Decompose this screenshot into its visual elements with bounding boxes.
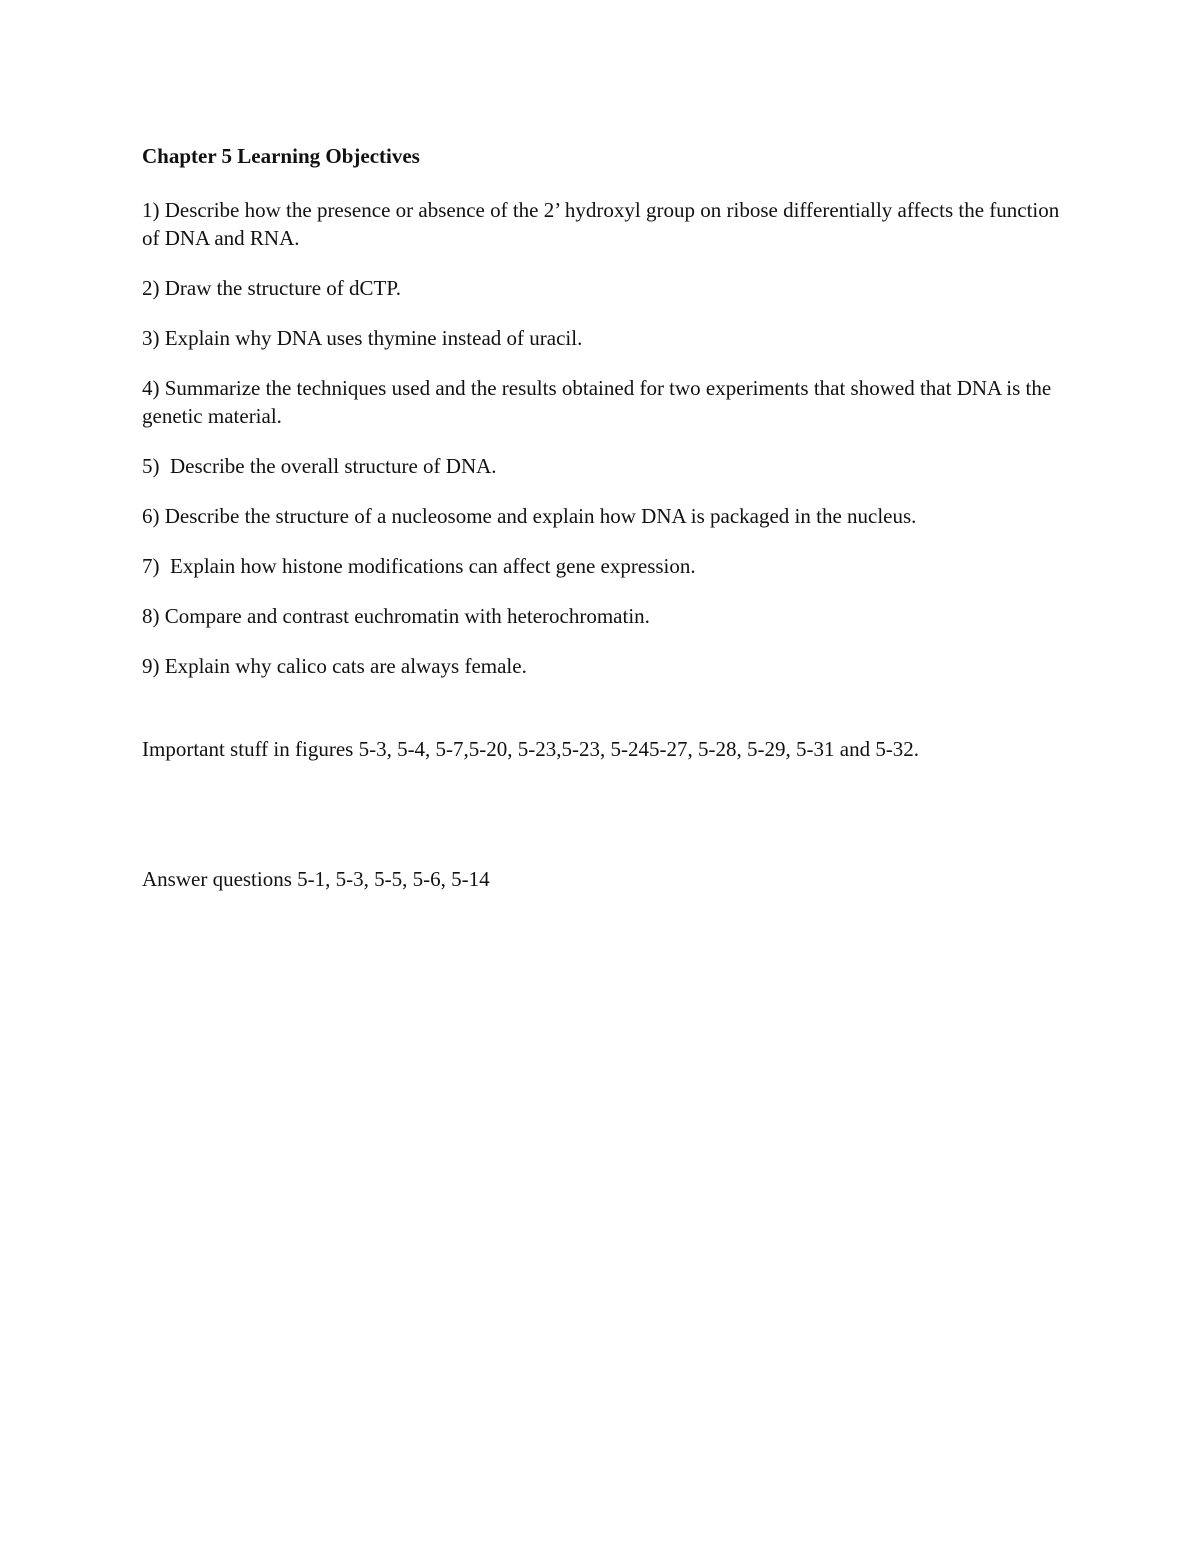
objective-1: 1) Describe how the presence or absence of the 2’ hydroxyl group on ribose differentially affects the function of DNA and RNA. — [142, 198, 1065, 250]
figures-note: Important stuff in figures 5-3, 5-4, 5-7,5-20, 5-23,5-23, 5-245-27, 5-28, 5-29, 5-31 and 5-32. — [142, 737, 920, 761]
objective-7: 7) Explain how histone modifications can affect gene expression. — [142, 554, 696, 578]
objective-3: 3) Explain why DNA uses thymine instead of uracil. — [142, 326, 583, 350]
objective-6: 6) Describe the structure of a nucleosome and explain how DNA is packaged in the nucleus. — [142, 504, 917, 528]
objective-5: 5) Describe the overall structure of DNA. — [142, 454, 497, 478]
objective-4: 4) Summarize the techniques used and the results obtained for two experiments that showed that DNA is the genetic material. — [142, 376, 1057, 428]
objective-2: 2) Draw the structure of dCTP. — [142, 276, 401, 300]
objective-8: 8) Compare and contrast euchromatin with heterochromatin. — [142, 604, 650, 628]
objective-9: 9) Explain why calico cats are always female. — [142, 654, 527, 678]
objectives-list — [142, 196, 1065, 680]
answer-questions-note: Answer questions 5-1, 5-3, 5-5, 5-6, 5-14 — [142, 867, 490, 891]
page-title: Chapter 5 Learning Objectives — [142, 144, 420, 168]
document-content — [142, 142, 1065, 893]
